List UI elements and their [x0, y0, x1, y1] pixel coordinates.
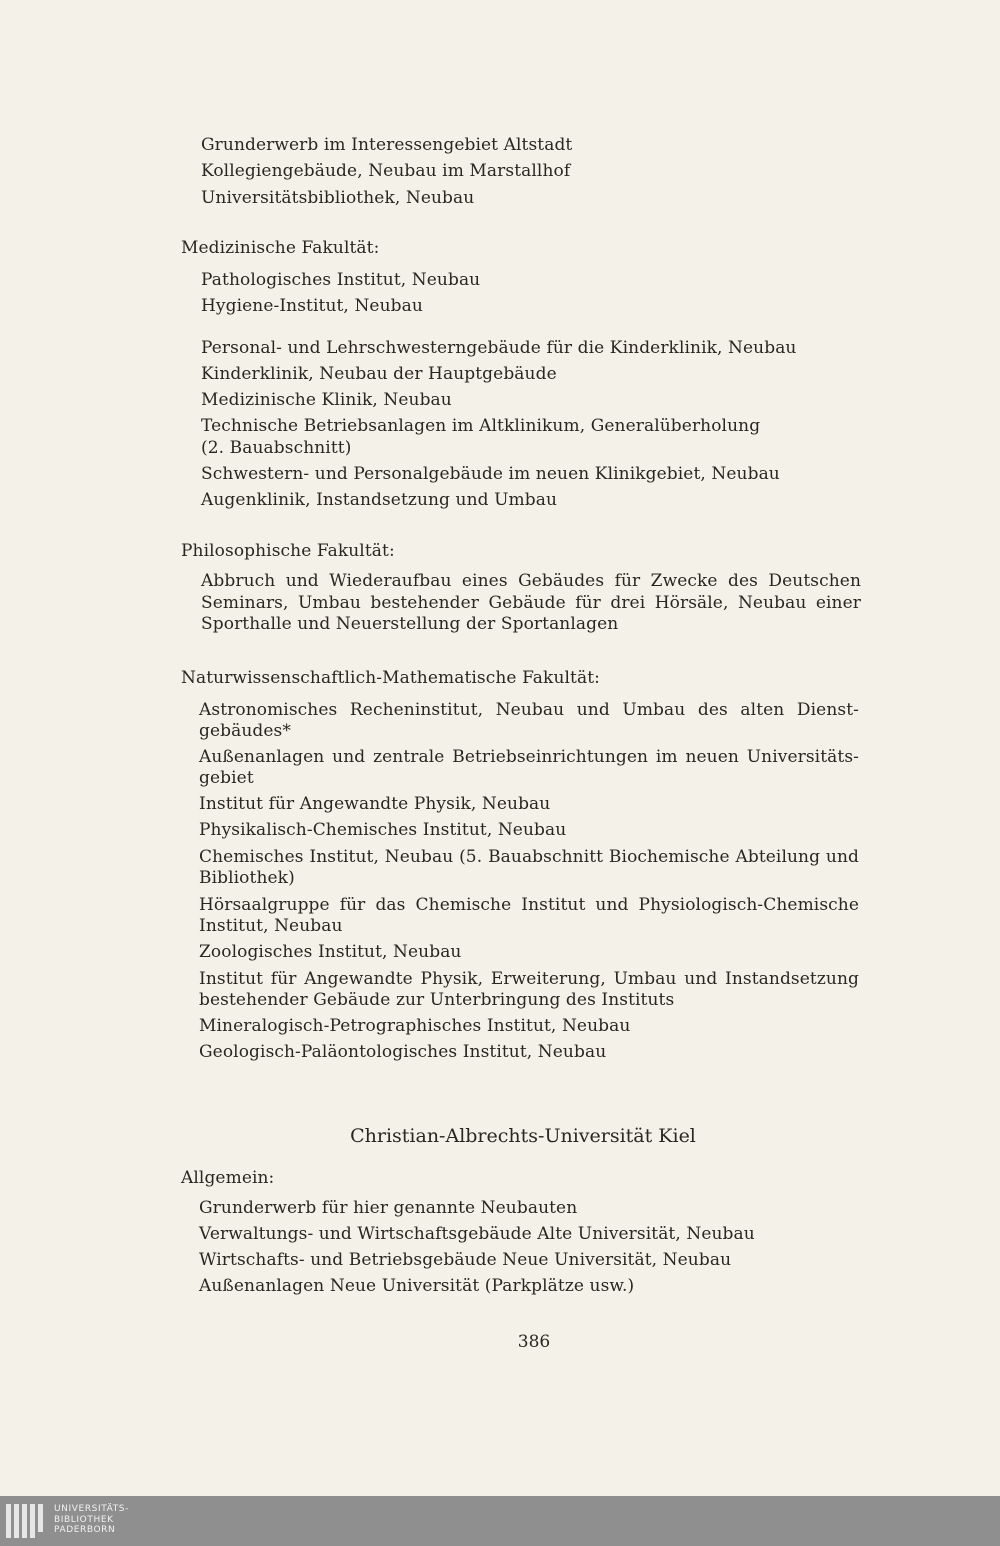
list-item: Mineralogisch-Petrographisches Institut, Neubau [199, 1016, 631, 1036]
list-item: Physikalisch-Chemisches Institut, Neubau [199, 820, 567, 840]
section-heading-medizin: Medizinische Fakultät: [181, 238, 380, 258]
logo-line: UNIVERSITÄTS- [54, 1504, 129, 1514]
list-item: Außenanlagen und zentrale Betriebseinrichtungen im neuen Universitäts- [199, 747, 859, 767]
library-logo-text [54, 1504, 129, 1536]
list-item: Augenklinik, Instandsetzung und Umbau [201, 490, 558, 510]
list-item: Außenanlagen Neue Universität (Parkplätze usw.) [199, 1276, 635, 1296]
logo-line: BIBLIOTHEK [54, 1514, 114, 1525]
list-item: Medizinische Klinik, Neubau [201, 390, 452, 410]
list-item: Universitätsbibliothek, Neubau [201, 188, 475, 208]
list-item: Verwaltungs- und Wirtschaftsgebäude Alte Universität, Neubau [199, 1224, 755, 1244]
section-title-kiel: Christian-Albrechts-Universität Kiel [350, 1125, 696, 1147]
paragraph-line: Seminars, Umbau bestehender Gebäude für drei Hörsäle, Neubau einer [201, 593, 861, 613]
list-item: Hörsaalgruppe für das Chemische Institut und Physiologisch-Chemische [199, 895, 859, 915]
list-item: Grunderwerb im Interessengebiet Altstadt [201, 135, 573, 155]
library-logo-icon [6, 1504, 43, 1538]
list-item: Technische Betriebsanlagen im Altklinikum, Generalüberholung [201, 416, 761, 436]
list-item: Grunderwerb für hier genannte Neubauten [199, 1198, 578, 1218]
list-item: Schwestern- und Personalgebäude im neuen Klinikgebiet, Neubau [201, 464, 780, 484]
list-item-continuation: gebiet [199, 768, 254, 788]
list-item: Kinderklinik, Neubau der Hauptgebäude [201, 364, 557, 384]
list-item: Zoologisches Institut, Neubau [199, 942, 462, 962]
list-item-continuation: Bibliothek) [199, 868, 295, 888]
section-heading-naturwiss: Naturwissenschaftlich-Mathematische Fakultät: [181, 668, 600, 688]
list-item-continuation: gebäudes* [199, 721, 291, 741]
list-item: Institut für Angewandte Physik, Erweiterung, Umbau und Instandsetzung [199, 969, 859, 989]
list-item: Personal- und Lehrschwesterngebäude für die Kinderklinik, Neubau [201, 338, 797, 358]
list-item: Astronomisches Recheninstitut, Neubau und Umbau des alten Dienst- [199, 700, 859, 720]
list-item-continuation: Institut, Neubau [199, 916, 343, 936]
list-item-continuation: (2. Bauabschnitt) [201, 438, 352, 458]
list-item: Wirtschafts- und Betriebsgebäude Neue Universität, Neubau [199, 1250, 732, 1270]
paragraph-line: Sporthalle und Neuerstellung der Sportanlagen [201, 614, 619, 634]
list-item: Geologisch-Paläontologisches Institut, Neubau [199, 1042, 607, 1062]
list-item: Hygiene-Institut, Neubau [201, 296, 423, 316]
section-heading-allgemein: Allgemein: [181, 1168, 275, 1188]
list-item: Chemisches Institut, Neubau (5. Bauabschnitt Biochemische Abteilung und [199, 847, 859, 867]
list-item: Kollegiengebäude, Neubau im Marstallhof [201, 161, 571, 181]
list-item-continuation: bestehender Gebäude zur Unterbringung des Instituts [199, 990, 675, 1010]
page-number: 386 [517, 1332, 551, 1352]
library-footer [0, 1496, 1000, 1546]
paragraph-line: Abbruch und Wiederaufbau eines Gebäudes für Zwecke des Deutschen [201, 571, 861, 591]
section-heading-philosophie: Philosophische Fakultät: [181, 541, 395, 561]
list-item: Pathologisches Institut, Neubau [201, 270, 481, 290]
list-item: Institut für Angewandte Physik, Neubau [199, 794, 551, 814]
logo-line: PADERBORN [54, 1525, 116, 1535]
